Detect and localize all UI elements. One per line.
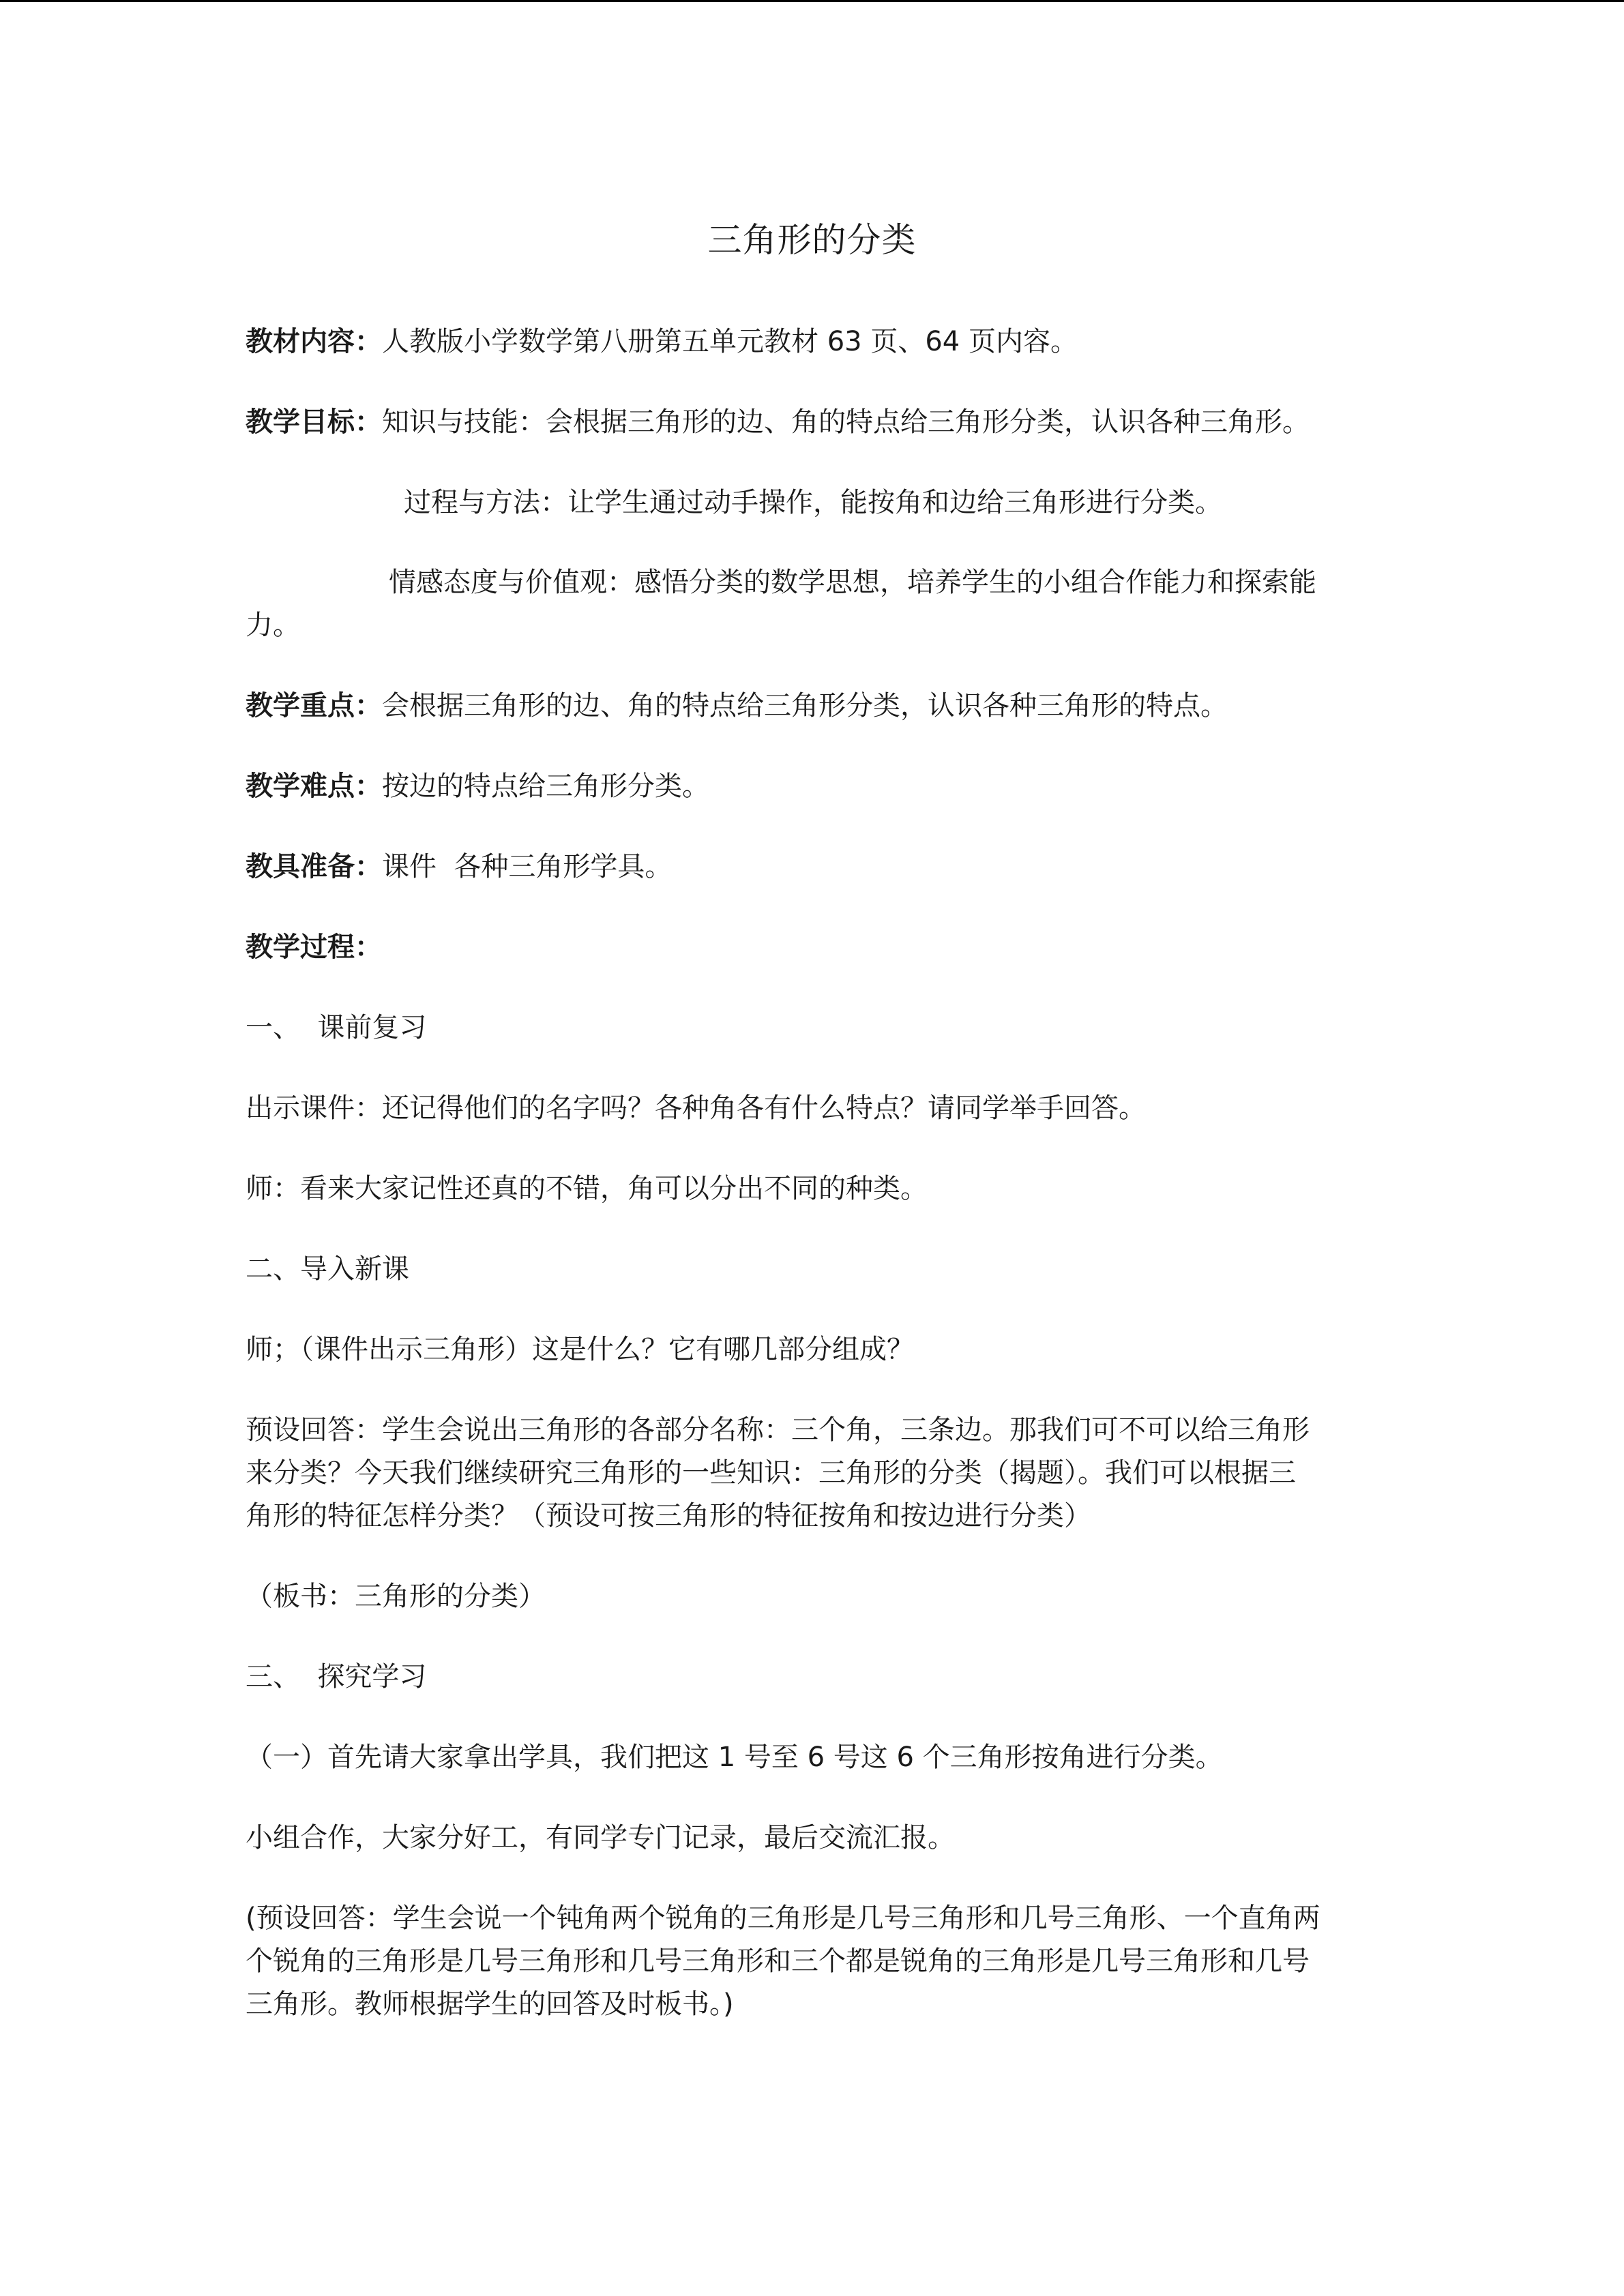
- section3-paragraph3-line3: 三角形。教师根据学生的回答及时板书。): [246, 1988, 734, 2020]
- objectives-emotion-line1: 情感态度与价值观：感悟分类的数学思想，培养学生的小组合作能力和探索能: [389, 567, 1316, 598]
- section3-heading: 三、 探究学习: [246, 1661, 427, 1693]
- section1-heading: 一、 课前复习: [246, 1012, 427, 1043]
- difficulties-line: [246, 765, 1378, 808]
- difficulties-text: 按边的特点给三角形分类。: [382, 771, 709, 802]
- section1-paragraph2: 师：看来大家记性还真的不错，角可以分出不同的种类。: [246, 1173, 928, 1204]
- section3-paragraph3-line1: (预设回答：学生会说一个钝角两个锐角的三角形是几号三角形和几号三角形、一个直角两: [246, 1903, 1320, 1934]
- section2-heading: 二、导入新课: [246, 1253, 409, 1285]
- section3-paragraph2: 小组合作，大家分好工，有同学专门记录，最后交流汇报。: [246, 1822, 955, 1853]
- tools-text: 课件 各种三角形学具。: [382, 851, 673, 882]
- section2-paragraph2-line1: 预设回答：学生会说出三角形的各部分名称：三个角，三条边。那我们可不可以给三角形: [246, 1414, 1310, 1446]
- key-points-text: 会根据三角形的边、角的特点给三角形分类，认识各种三角形的特点。: [382, 690, 1228, 721]
- section3-paragraph1: （一）首先请大家拿出学具，我们把这 1 号至 6 号这 6 个三角形按角进行分类。: [246, 1742, 1223, 1773]
- section1-paragraph1: 出示课件：还记得他们的名字吗？各种角各有什么特点？请同学举手回答。: [246, 1092, 1146, 1124]
- key-points-line: [246, 685, 1378, 728]
- objectives-knowledge: 知识与技能：会根据三角形的边、角的特点给三角形分类，认识各种三角形。: [382, 406, 1310, 438]
- materials-line: [246, 320, 1378, 363]
- section3-paragraph3-line2: 个锐角的三角形是几号三角形和几号三角形和三个都是锐角的三角形是几号三角形和几号: [246, 1945, 1310, 1977]
- tools-label: 教具准备：: [246, 851, 382, 882]
- tools-line: [246, 846, 1378, 889]
- section2-paragraph1: 师；（课件出示三角形）这是什么？它有哪几部分组成？: [246, 1334, 914, 1365]
- section2-paragraph3: （板书：三角形的分类）: [246, 1581, 546, 1612]
- objectives-emotion-line2: 力。: [246, 610, 300, 641]
- section2-paragraph2-line3: 角形的特征怎样分类？（预设可按三角形的特征按角和按边进行分类）: [246, 1500, 1091, 1532]
- objectives-label: 教学目标：: [246, 406, 382, 438]
- process-label: 教学过程：: [246, 931, 382, 963]
- difficulties-label: 教学难点：: [246, 771, 382, 802]
- objectives-line: [246, 401, 1378, 444]
- section2-paragraph2-line2: 来分类？今天我们继续研究三角形的一些知识：三角形的分类（揭题）。我们可以根据三: [246, 1457, 1296, 1489]
- materials-label: 教材内容：: [246, 326, 382, 357]
- process-line: [246, 926, 1378, 969]
- materials-text: 人教版小学数学第八册第五单元教材 63 页、64 页内容。: [382, 326, 1078, 357]
- key-points-label: 教学重点：: [246, 690, 382, 721]
- objectives-process: 过程与方法：让学生通过动手操作，能按角和边给三角形进行分类。: [404, 487, 1222, 518]
- page-title: 三角形的分类: [707, 220, 917, 260]
